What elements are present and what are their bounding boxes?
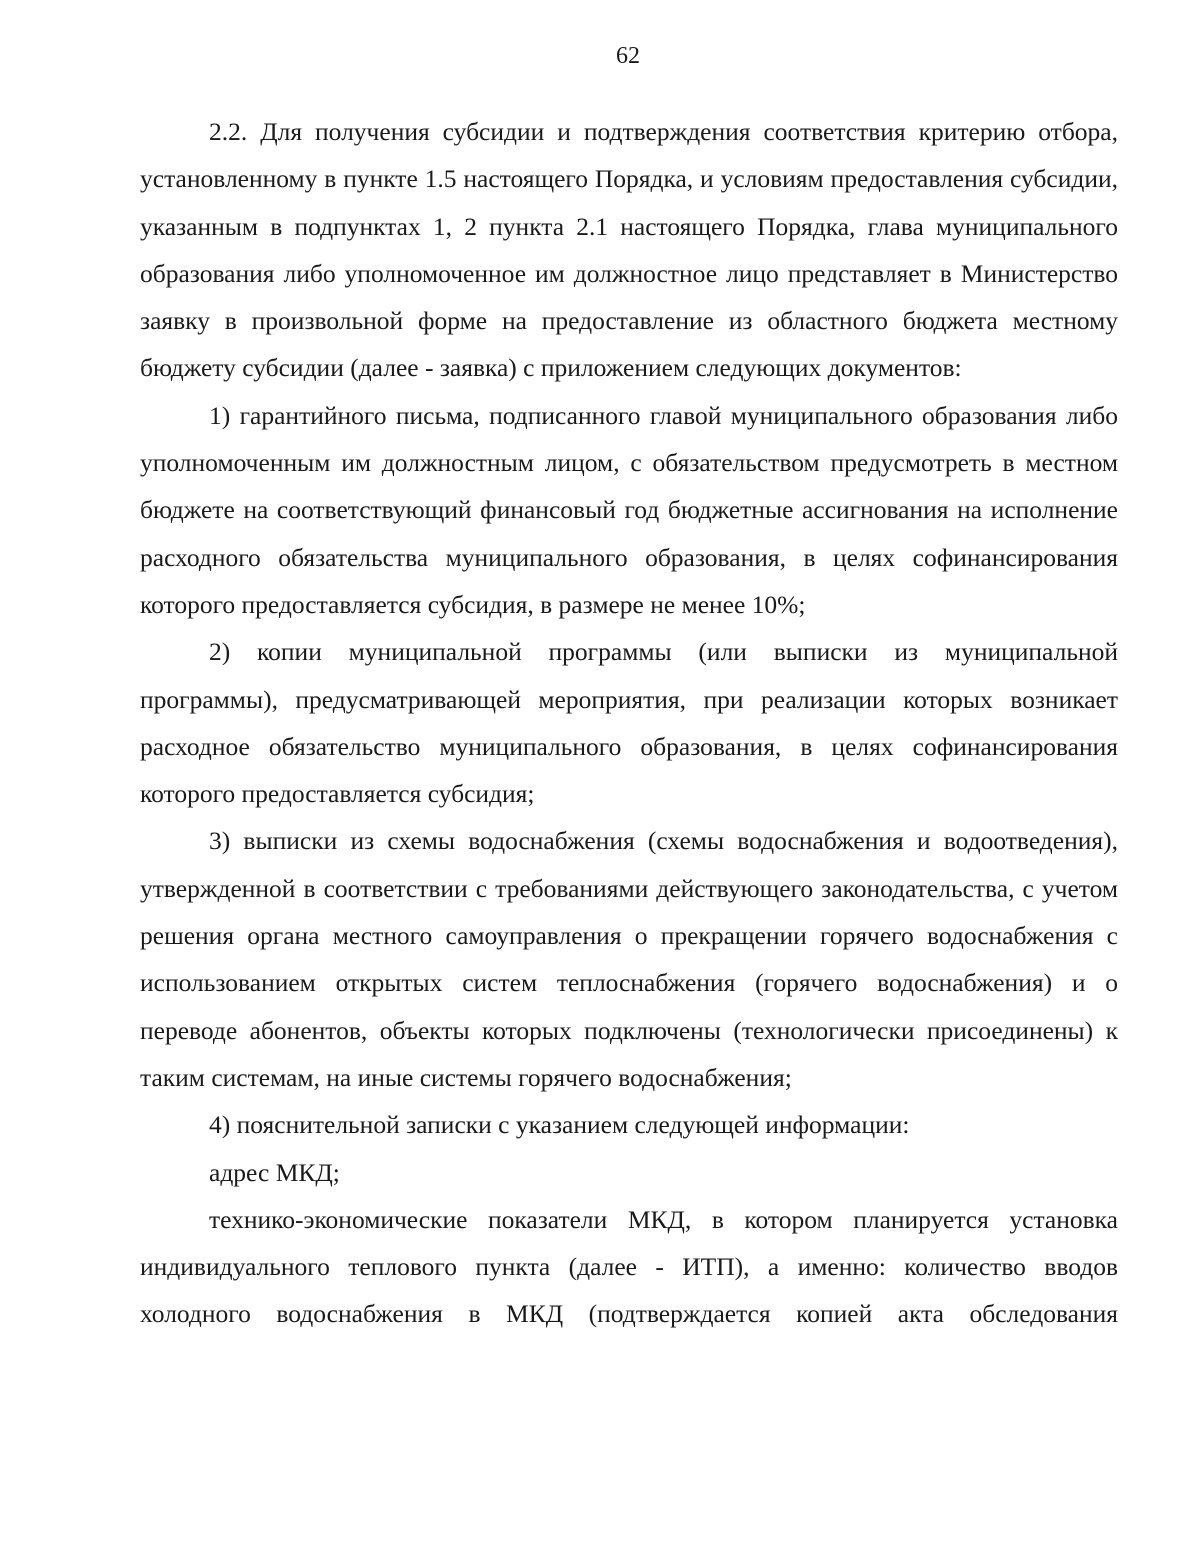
paragraph-2-2: 2.2. Для получения субсидии и подтверждения соответствия критерию отбора, установленному в пункте 1.5 настоящего Порядка, и условиям предоставления субсидии, указанным в подпунктах 1, 2 пункта 2.1 настоящего Порядка, глава муниципального образования либо уполномоченное им должностное лицо представляет в Министерство заявку в произвольной форме на предоставление из областного бюджета местному бюджету субсидии (далее - заявка) с приложением следующих документов: <box>140 117 1118 383</box>
paragraph-item-4-explanatory-note: 4) пояснительной записки с указанием следующей информации: <box>209 1110 910 1140</box>
document-body <box>140 108 1118 1338</box>
paragraph-item-2-municipal-program: 2) копии муниципальной программы (или выписки из муниципальной программы), предусматривающей мероприятия, при реализации которых возникает расходное обязательство муниципального образования, в целях софинансирования которого предоставляется субсидия; <box>140 637 1118 809</box>
paragraph-item-3-water-supply-scheme: 3) выписки из схемы водоснабжения (схемы водоснабжения и водоотведения), утвержденной в соответствии с требованиями действующего законодательства, с учетом решения органа местного самоуправления о прекращении горячего водоснабжения с использованием открытых систем теплоснабжения (горячего водоснабжения) и о переводе абонентов, объекты которых подключены (технологически присоединены) к таким системам, на иные системы горячего водоснабжения; <box>140 826 1118 1092</box>
page-number: 62 <box>616 43 640 69</box>
paragraph-item-1-guarantee-letter: 1) гарантийного письма, подписанного главой муниципального образования либо уполномоченным им должностным лицом, с обязательством предусмотреть в местном бюджете на соответствующий финансовый год бюджетные ассигнования на исполнение расходного обязательства муниципального образования, в целях софинансирования которого предоставляется субсидия, в размере не менее 10%; <box>140 400 1118 619</box>
paragraph-address: адрес МКД; <box>209 1157 340 1187</box>
paragraph-technical-indicators: технико-экономические показатели МКД, в котором планируется установка индивидуального теплового пункта (далее - ИТП), а именно: количество вводов холодного водоснабжения в МКД (подтверждается копией акта обследования <box>140 1204 1118 1329</box>
